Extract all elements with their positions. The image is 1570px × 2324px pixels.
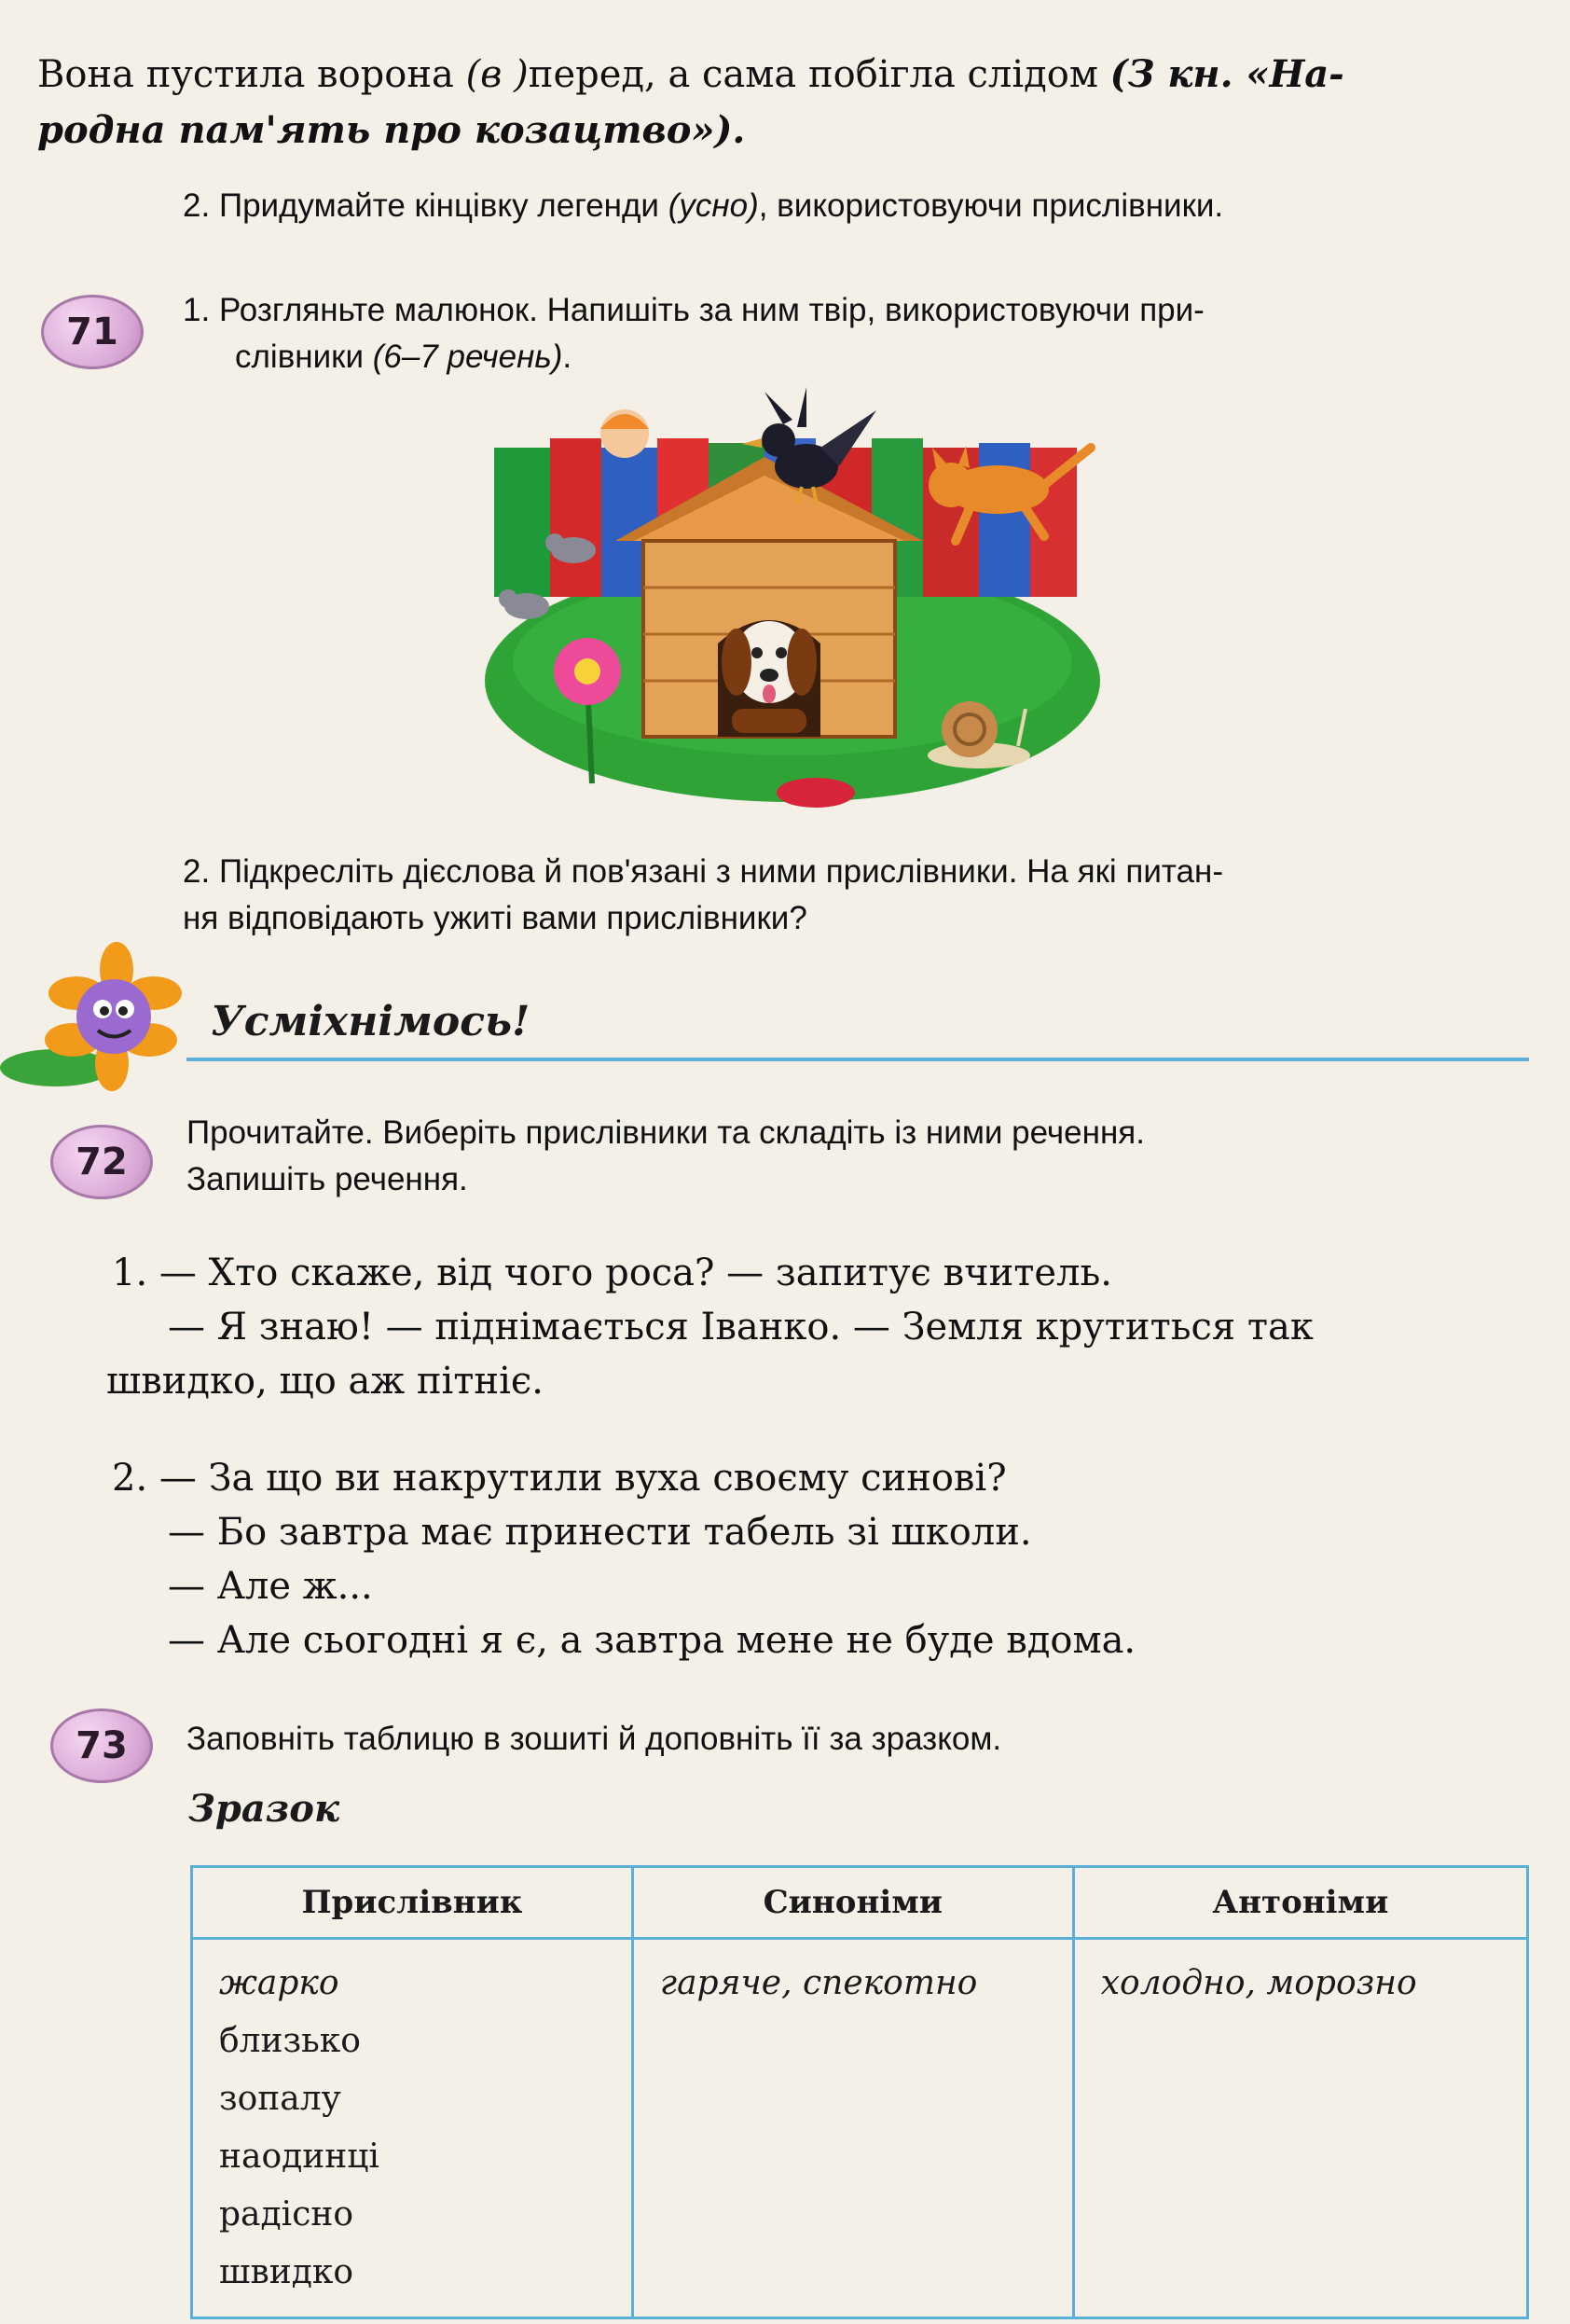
ex72-task: Прочитайте. Виберіть прислівники та складіть із ними речення. Запишіть речення. <box>186 1114 1145 1197</box>
exercise-73-badge: 73 <box>50 1708 153 1783</box>
header-antonyms: Антоніми <box>1073 1867 1527 1939</box>
table-header-row <box>192 1867 1528 1939</box>
exercise-71-badge: 71 <box>41 295 144 369</box>
adverbs-table <box>190 1865 1529 2319</box>
smile-title: Усміхнімось! <box>211 998 530 1045</box>
adverb-item: наодинці <box>219 2137 379 2176</box>
adverb-item: зопалу <box>219 2080 341 2118</box>
antonyms-value: холодно, морозно <box>1100 1964 1417 2002</box>
adverb-item: швидко <box>219 2253 354 2291</box>
top-text <box>37 47 1548 159</box>
smile-rule <box>186 1058 1529 1061</box>
dog <box>722 621 817 733</box>
sunflower-icon <box>0 942 205 1091</box>
ex71-task-2: 2. Підкресліть дієслова й пов'язані з ними прислівники. На які питан- ня відповідають ужиті вами прислівники? <box>183 853 1223 936</box>
adverb-item: близько <box>219 2022 361 2060</box>
sample-label: Зразок <box>188 1787 340 1831</box>
adverbs-cell <box>192 1939 633 2318</box>
top-line-2: родна пам'ять про козацтво»). <box>37 108 746 152</box>
dog-bowl <box>777 778 855 808</box>
top-line-1: Вона пустила ворона (в )перед, а сама побігла слідом (З кн. «На- <box>37 52 1344 96</box>
exercise-72-badge: 72 <box>50 1125 153 1199</box>
synonyms-cell <box>632 1939 1073 2318</box>
header-synonyms: Синоніми <box>632 1867 1073 1939</box>
adverb-item: жарко <box>219 1964 339 2002</box>
antonyms-cell <box>1073 1939 1527 2318</box>
table-row <box>192 1939 1528 2318</box>
ex73-task: Заповніть таблицю в зошиті й доповніть її за зразком. <box>186 1721 1002 1757</box>
doghouse-illustration <box>485 382 1119 830</box>
ex72-joke-2: 2. — За що ви накрутили вуха своєму синові? — Бо завтра має принести табель зі школи. — Але ж... — Але сьогодні я є, а завтра мене не буде вдома. <box>112 1457 1136 1662</box>
ex72-joke-1: 1. — Хто скаже, від чого роса? — запитує вчитель. — Я знаю! — піднімається Іванко. — Земля крутиться так швидко, що аж пітніє. <box>106 1252 1314 1403</box>
synonyms-value: гаряче, спекотно <box>659 1964 978 2002</box>
adverb-item: радісно <box>219 2195 354 2234</box>
ex71-task-1: 1. Розгляньте малюнок. Напишіть за ним твір, використовуючи при- слівники (6–7 речень). <box>183 292 1205 375</box>
prev-task-2: 2. Придумайте кінцівку легенди (усно), використовуючи прислівники. <box>183 187 1224 224</box>
header-adverb: Прислівник <box>192 1867 633 1939</box>
